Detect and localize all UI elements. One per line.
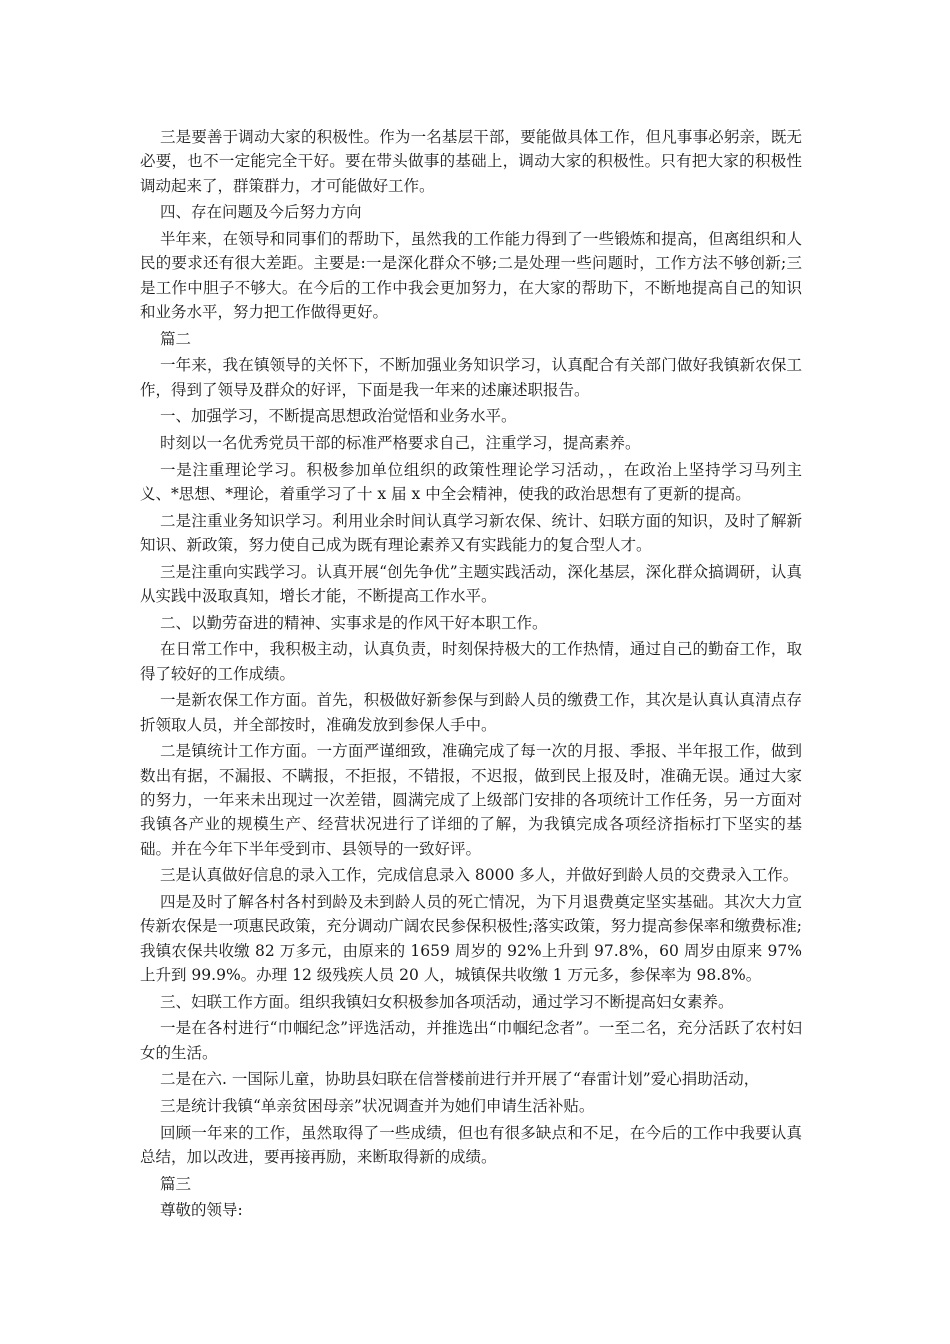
section-heading: 四、存在问题及今后努力方向 [160,203,362,222]
paragraph: 二是在六. 一国际儿童，协助县妇联在信誉楼前进行并开展了“春雷计划”爱心捐助活动， [160,1070,760,1089]
article-heading: 篇二 [160,329,192,348]
paragraph: 一年来，我在镇领导的关怀下，不断加强业务知识学习，认真配合有关部门做好我镇新农保工作，得到了领导及群众的好评，下面是我一年来的述廉述职报告。 [140,356,802,399]
paragraph: 一是新农保工作方面。首先，积极做好新参保与到龄人员的缴费工作，其次是认真认真清点存折领取人员，并全部按时，准确发放到参保人手中。 [140,691,802,734]
paragraph: 三是注重向实践学习。认真开展“创先争优”主题实践活动，深化基层，深化群众搞调研，认真从实践中汲取真知，增长才能，不断提高工作水平。 [140,562,802,605]
salutation: 尊敬的领导: [160,1201,243,1220]
paragraph: 二是注重业务知识学习。利用业余时间认真学习新农保、统计、妇联方面的知识，及时了解新知识、新政策，努力使自己成为既有理论素养又有实践能力的复合型人才。 [140,511,802,554]
document-body [140,125,802,1225]
paragraph: 三是要善于调动大家的积极性。作为一名基层干部，要能做具体工作，但凡事事必躬亲，既无必要，也不一定能完全干好。要在带头做事的基础上，调动大家的积极性。只有把大家的积极性调动起来了，群策群力，才可能做好工作。 [140,128,802,195]
article-heading: 篇三 [160,1174,192,1193]
paragraph: 在日常工作中，我积极主动，认真负责，时刻保持极大的工作热情，通过自己的勤奋工作，取得了较好的工作成绩。 [140,640,802,683]
section-heading: 三、妇联工作方面。组织我镇妇女积极参加各项活动，通过学习不断提高妇女素养。 [160,992,734,1011]
paragraph: 半年来，在领导和同事们的帮助下，虽然我的工作能力得到了一些锻炼和提高，但离组织和人民的要求还有很大差距。主要是:一是深化群众不够;二是处理一些问题时，工作方法不够创新;三是工作中胆子不够大。在今后的工作中我会更加努力，在大家的帮助下，不断地提高自己的知识和业务水平，努力把工作做得更好。 [140,230,802,322]
paragraph: 一是注重理论学习。积极参加单位组织的政策性理论学习活动，，在政治上坚持学习马列主义、*思想、*理论，着重学习了十 x 届 x 中全会精神，使我的政治思想有了更新的提高。 [140,460,802,503]
section-heading: 一、加强学习，不断提高思想政治觉悟和业务水平。 [160,407,517,426]
paragraph: 二是镇统计工作方面。一方面严谨细致，准确完成了每一次的月报、季报、半年报工作，做到数出有据，不漏报、不瞒报，不拒报，不错报，不迟报，做到民上报及时，准确无误。通过大家的努力，一年来未出现过一次差错，圆满完成了上级部门安排的各项统计工作任务，另一方面对我镇各产业的规模生产、经营状况进行了详细的了解，为我镇完成各项经济指标打下坚实的基础。并在今年下半年受到市、县领导的一致好评。 [140,742,802,858]
section-heading: 二、以勤劳奋进的精神、实事求是的作风干好本职工作。 [160,613,548,632]
paragraph: 四是及时了解各村各村到龄及未到龄人员的死亡情况，为下月退费奠定坚实基础。其次大力宣传新农保是一项惠民政策，充分调动广阔农民参保积极性;落实政策，努力提高参保率和缴费标准;我镇农保共收缴 82 万多元，由原来的 1659 周岁的 92%上升到 97.8%，60 周岁由原来 97%上升到 99.9%。办理 12 级残疾人员 20 人，城镇保共收缴 1 万元多，参保率为 98.8%。 [140,893,802,985]
paragraph: 三是统计我镇“单亲贫困母亲”状况调查并为她们申请生活补贴。 [160,1097,595,1115]
paragraph: 时刻以一名优秀党员干部的标准严格要求自己，注重学习，提高素养。 [160,434,641,452]
paragraph: 三是认真做好信息的录入工作，完成信息录入 8000 多人，并做好到龄人员的交费录入工作。 [160,866,799,885]
paragraph: 一是在各村进行“巾帼纪念”评选活动，并推选出“巾帼纪念者”。一至二名，充分活跃了农村妇女的生活。 [140,1019,802,1062]
paragraph: 回顾一年来的工作，虽然取得了一些成绩，但也有很多缺点和不足，在今后的工作中我要认真总结，加以改进，要再接再励，来断取得新的成绩。 [140,1123,802,1166]
